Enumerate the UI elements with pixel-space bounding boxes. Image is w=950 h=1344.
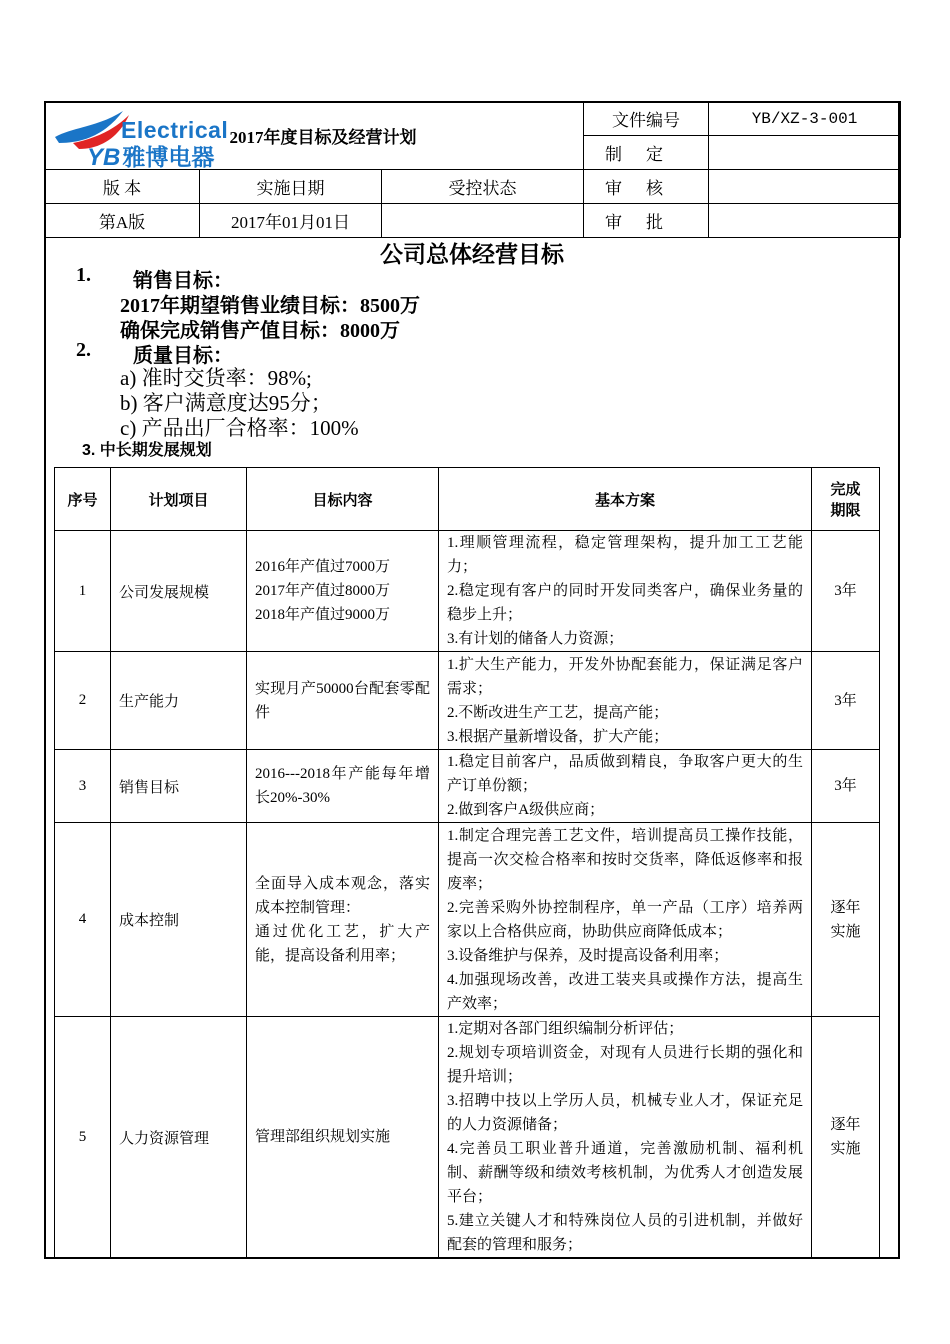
plan-line: 3.有计划的储备人力资源； [447,631,624,647]
company-logo [45,102,229,171]
row-deadline: 逐年实施 [812,823,880,1017]
target-line: 全面导入成本观念，落实成本控制管理： [255,875,430,916]
plan-line: 2.规划专项培训资金，对现有人员进行长期的强化和提升培训； [447,1045,803,1085]
logo-text: Electrical [121,116,229,143]
plan-line: 1.稳定目前客户，品质做到精良，争取客户更大的生产订单份额； [447,754,803,794]
date-label: 实施日期 [200,170,382,204]
plan-heading: 3. 中长期发展规划 [82,442,212,459]
section-title: 公司总体经营目标 [380,242,564,267]
approve-value [709,204,901,238]
row-target [247,823,439,1017]
target-line: 2016年产值过7000万 [255,559,391,575]
quality-item-satisfaction: b) 客户满意度达95分； [120,391,332,415]
row-no: 5 [55,1017,111,1258]
plan-line: 1.制定合理完善工艺文件，培训提高员工操作技能，提高一次交检合格率和按时交货率，降低返修率和报废率； [447,827,803,892]
row-item: 公司发展规模 [111,531,247,652]
plan-line: 1.扩大生产能力，开发外协配套能力，保证满足客户需求； [447,656,803,697]
table-row [55,823,880,1017]
review-label: 审核 [584,170,709,204]
doc-no-value: YB/XZ-3-001 [709,102,901,136]
plan-line: 2.稳定现有客户的同时开发同类客户，确保业务量的稳步上升； [447,583,803,623]
row-deadline: 3年 [812,652,880,750]
plan-line: 5.建立关键人才和特殊岗位人员的引进机制，并做好配套的管理和服务； [447,1213,803,1253]
plan-line: 3.设备维护与保养，及时提高设备利用率； [447,947,729,964]
row-plan [439,652,812,750]
document-title: 2017年度目标及经营计划 [200,102,584,170]
quality-item-pass-rate: c) 产品出厂合格率：100% [120,416,359,440]
header-plan: 基本方案 [439,468,812,531]
logo-cn-name: 雅博电器 [122,143,215,170]
doc-no-label: 文件编号 [584,102,709,136]
document-header [44,101,901,238]
version-value: 第A版 [45,204,200,238]
control-label: 受控状态 [382,170,584,204]
table-row [55,652,880,750]
row-deadline: 3年 [812,531,880,652]
quality-heading: 质量目标： [133,345,233,367]
row-target [247,750,439,823]
target-line: 2017年产值过8000万 [255,583,391,599]
row-no: 4 [55,823,111,1017]
sales-heading: 销售目标： [133,270,233,292]
plan-line: 4.加强现场改善，改进工装夹具或操作方法，提高生产效率； [447,971,803,1012]
version-label: 版 本 [45,170,200,204]
approve-label: 审批 [584,204,709,238]
row-target [247,1017,439,1258]
row-plan [439,823,812,1017]
logo-mark: YB [87,143,121,171]
logo-brand [87,139,214,172]
row-plan [439,1017,812,1258]
quality-number: 2. [76,339,91,361]
quality-item-ontime: a) 准时交货率：98%; [120,366,312,390]
row-target [247,652,439,750]
target-line: 2018年产值过9000万 [255,607,391,623]
table-row [55,1017,880,1258]
plan-line: 1.理顺管理流程，稳定管理架构，提升加工工艺能力； [447,535,803,575]
row-plan [439,750,812,823]
review-value [709,170,901,204]
row-item: 人力资源管理 [111,1017,247,1258]
header-no: 序号 [55,468,111,531]
plan-line: 2.完善采购外协控制程序，单一产品（工序）培养两家以上合格供应商，协助供应商降低成本； [447,899,803,940]
plan-line: 1.定期对各部门组织编制分析评估； [447,1021,684,1037]
sales-target-line1: 2017年期望销售业绩目标：8500万 [120,295,420,317]
sales-number: 1. [76,264,91,286]
date-value: 2017年01月01日 [200,204,382,238]
plan-line: 3.根据产量新增设备，扩大产能； [447,728,669,745]
row-item: 生产能力 [111,652,247,750]
row-no: 3 [55,750,111,823]
row-item: 销售目标 [111,750,247,823]
header-deadline: 完成期限 [812,468,880,531]
target-line: 实现月产50000台配套零配件 [255,680,430,721]
plan-line: 4.完善员工职业普升通道，完善激励机制、福利机制、薪酬等级和绩效考核机制，为优秀人才创造发展平台； [447,1141,803,1205]
plan-line: 3.招聘中技以上学历人员，机械专业人才，保证充足的人力资源储备； [447,1093,803,1133]
plan-line: 2.不断改进生产工艺，提高产能； [447,704,669,721]
header-target: 目标内容 [247,468,439,531]
row-no: 2 [55,652,111,750]
row-no: 1 [55,531,111,652]
prepare-label: 制定 [584,136,709,170]
target-line: 2016---2018年产能每年增长20%-30% [255,766,430,806]
target-line: 通过优化工艺，扩大产能，提高设备利用率； [255,923,430,964]
target-line: 管理部组织规划实施 [255,1129,391,1145]
row-target [247,531,439,652]
prepare-value [709,136,901,170]
plan-line: 2.做到客户A级供应商； [447,802,605,818]
row-deadline: 逐年实施 [812,1017,880,1258]
control-value [382,204,584,238]
row-plan [439,531,812,652]
header-item: 计划项目 [111,468,247,531]
row-deadline: 3年 [812,750,880,823]
table-row [55,750,880,823]
plan-table [54,467,880,1258]
table-row [55,531,880,652]
sales-target-line2: 确保完成销售产值目标：8000万 [120,320,400,342]
row-item: 成本控制 [111,823,247,1017]
